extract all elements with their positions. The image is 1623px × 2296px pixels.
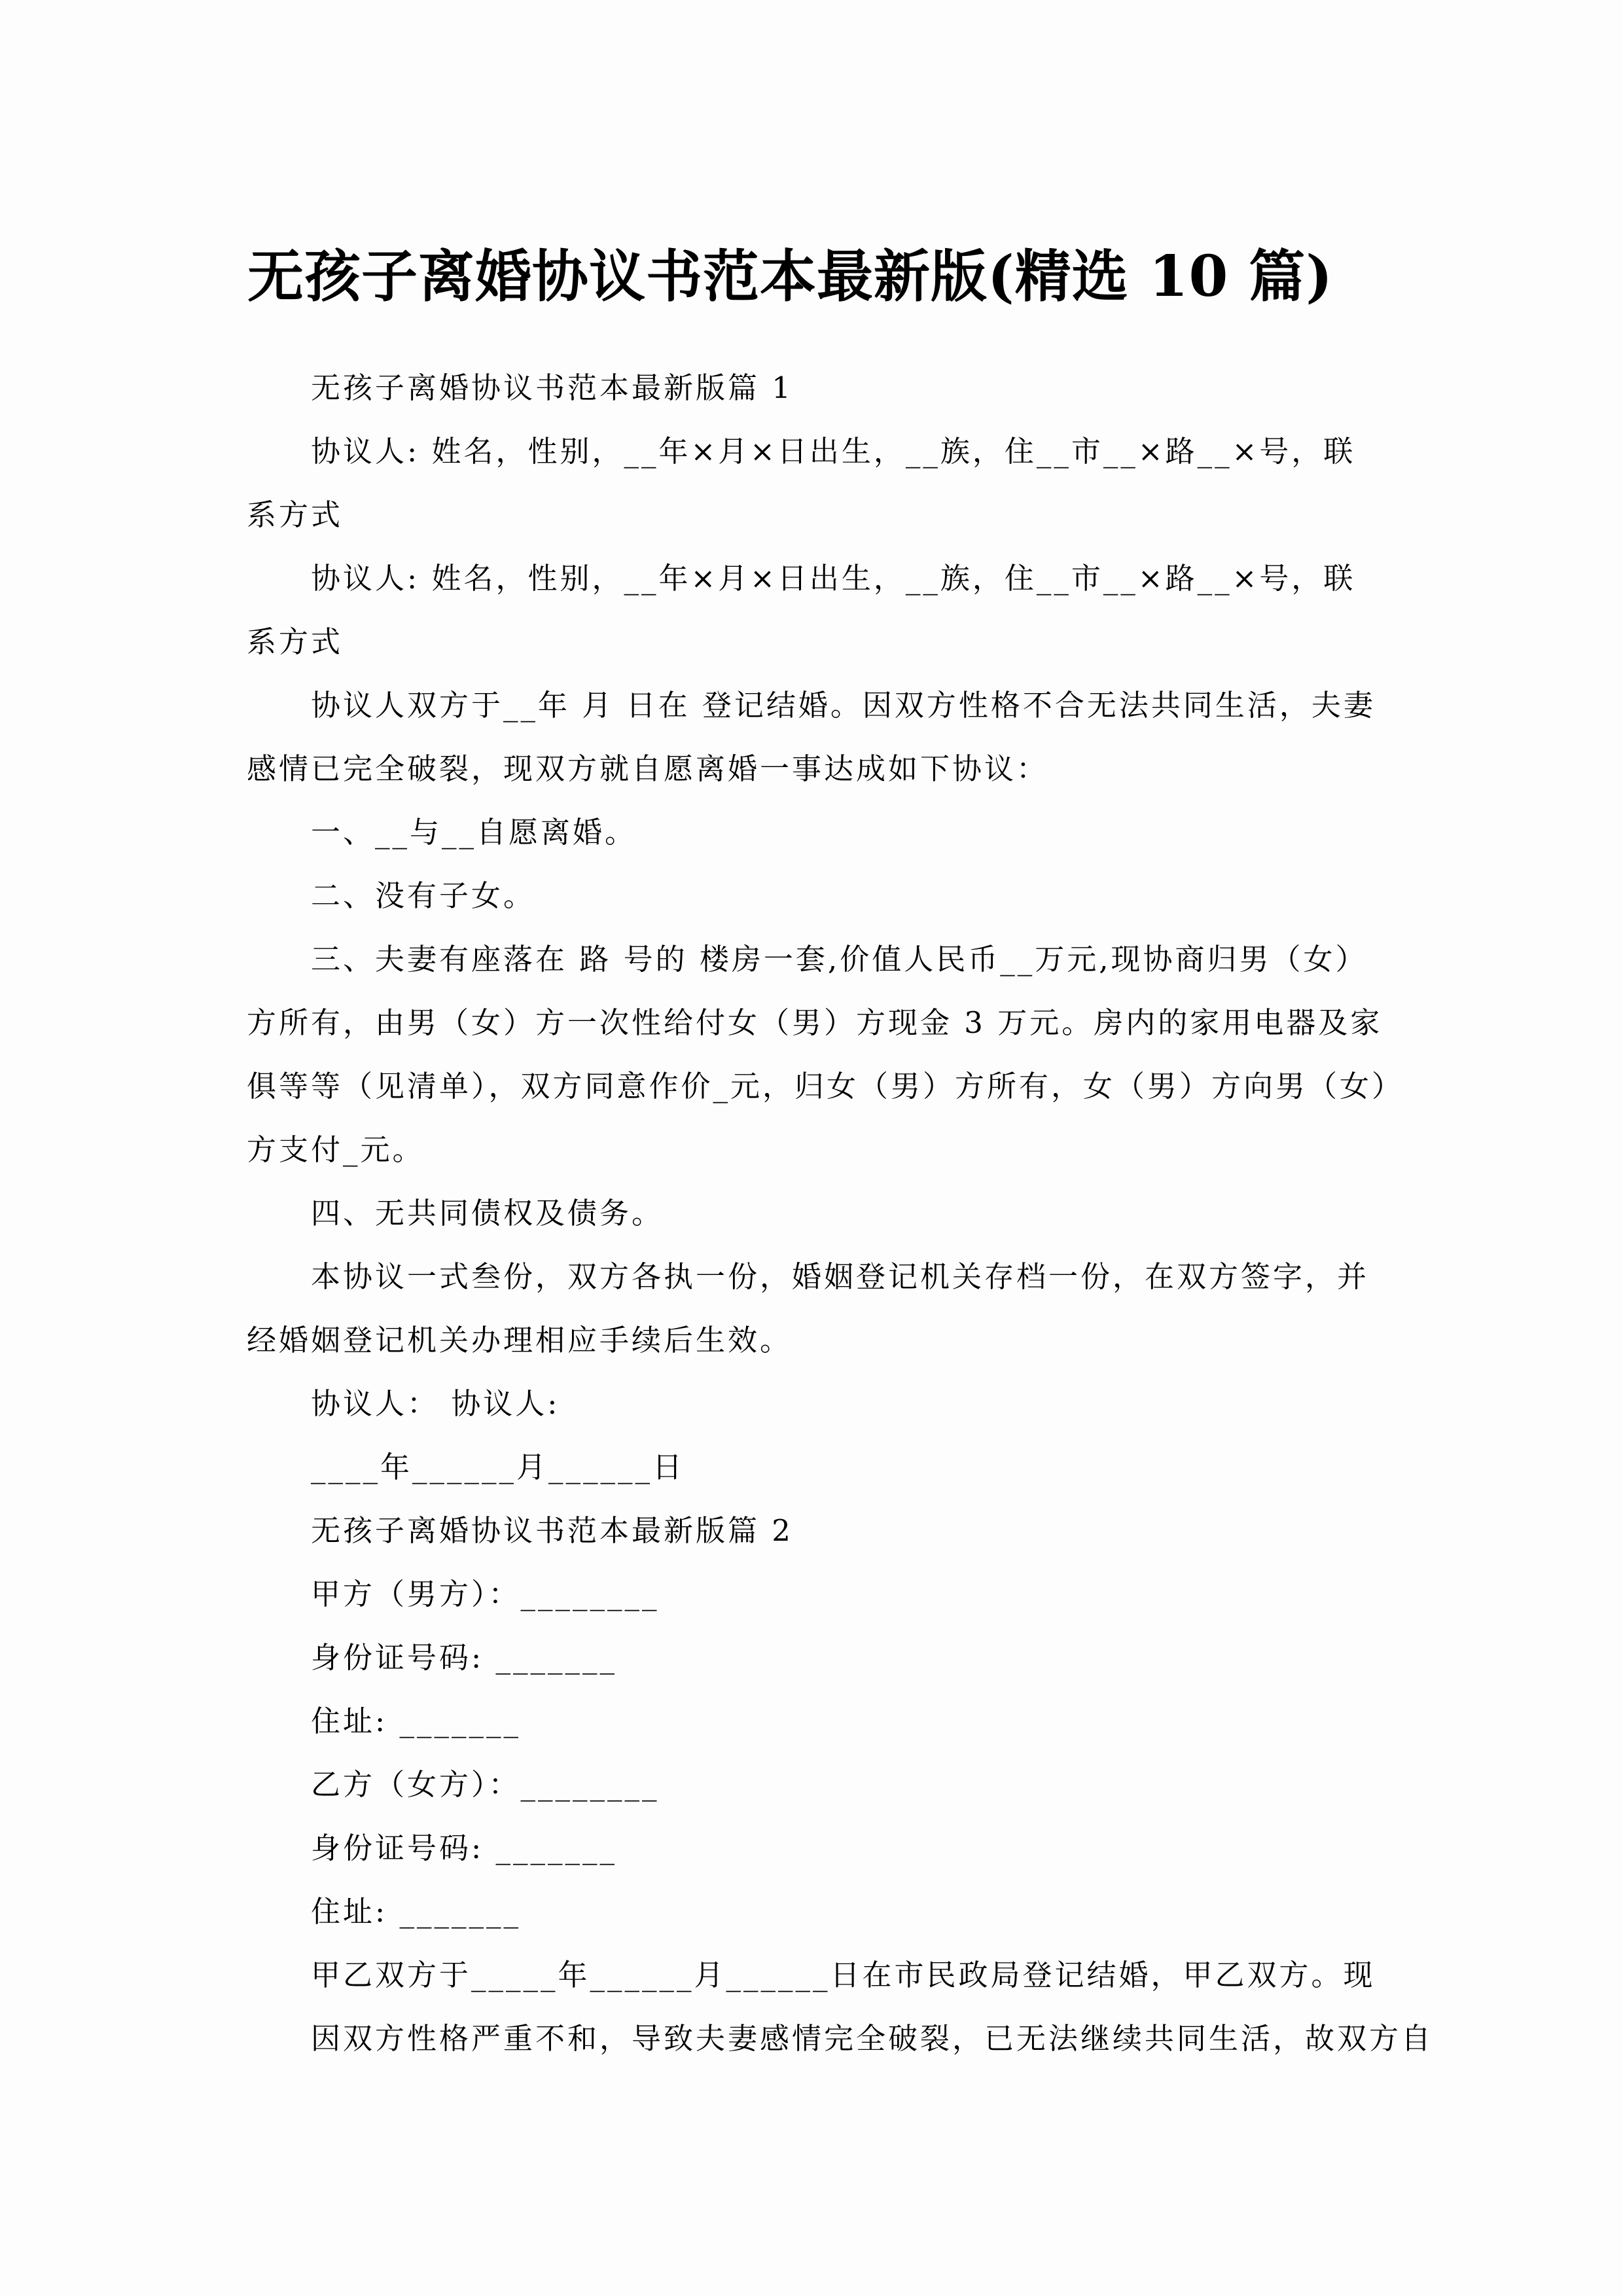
document-line: 协议人: 姓名，性别，__年×月×日出生，__族，住__市__×路__×号，联 bbox=[311, 561, 1356, 596]
document-line: 方支付_元。 bbox=[247, 1132, 425, 1167]
document-line: 感情已完全破裂，现双方就自愿离婚一事达成如下协议： bbox=[247, 751, 1049, 786]
document-line: 系方式 bbox=[247, 624, 344, 659]
document-line: 协议人: 姓名，性别，__年×月×日出生，__族，住__市__×路__×号，联 bbox=[311, 434, 1356, 469]
document-line: 方所有，由男（女）方一次性给付女（男）方现金 3 万元。房内的家用电器及家 bbox=[247, 1005, 1383, 1040]
document-line: 乙方（女方）：________ bbox=[311, 1767, 660, 1802]
document-line: 因双方性格严重不和，导致夫妻感情完全破裂，已无法继续共同生活，故双方自 bbox=[311, 2021, 1434, 2056]
document-line: 本协议一式叁份，双方各执一份，婚姻登记机关存档一份，在双方签字，并 bbox=[311, 1259, 1370, 1294]
document-line: 三、夫妻有座落在 路 号的 楼房一套,价值人民币__万元,现协商归男（女） bbox=[311, 942, 1368, 977]
document-line: 系方式 bbox=[247, 497, 344, 532]
document-line: 无孩子离婚协议书范本最新版篇 2 bbox=[311, 1513, 793, 1548]
document-line: 一、__与__自愿离婚。 bbox=[311, 815, 637, 850]
document-line: ____年______月______日 bbox=[311, 1450, 685, 1484]
document-line: 甲乙双方于_____年______月______日在市民政局登记结婚，甲乙双方。现 bbox=[311, 1958, 1376, 1992]
document-title: 无孩子离婚协议书范本最新版(精选 10 篇) bbox=[247, 243, 1333, 310]
document-line: 四、无共同债权及债务。 bbox=[311, 1196, 664, 1230]
document-body bbox=[247, 356, 1434, 2070]
document-line: 二、没有子女。 bbox=[311, 878, 536, 913]
document-line: 经婚姻登记机关办理相应手续后生效。 bbox=[247, 1323, 793, 1357]
document-line: 协议人： 协议人: bbox=[311, 1386, 560, 1421]
document-line: 俱等等（见清单），双方同意作价_元，归女（男）方所有，女（男）方向男（女） bbox=[247, 1069, 1404, 1103]
document-line: 身份证号码: _______ bbox=[311, 1831, 617, 1865]
document-line: 无孩子离婚协议书范本最新版篇 1 bbox=[311, 370, 793, 405]
document-line: 协议人双方于__年 月 日在 登记结婚。因双方性格不合无法共同生活，夫妻 bbox=[311, 688, 1376, 723]
document-line: 住址: _______ bbox=[311, 1894, 521, 1929]
document-line: 甲方（男方）：________ bbox=[311, 1577, 660, 1611]
document-line: 身份证号码: _______ bbox=[311, 1640, 617, 1675]
document-line: 住址: _______ bbox=[311, 1704, 521, 1738]
